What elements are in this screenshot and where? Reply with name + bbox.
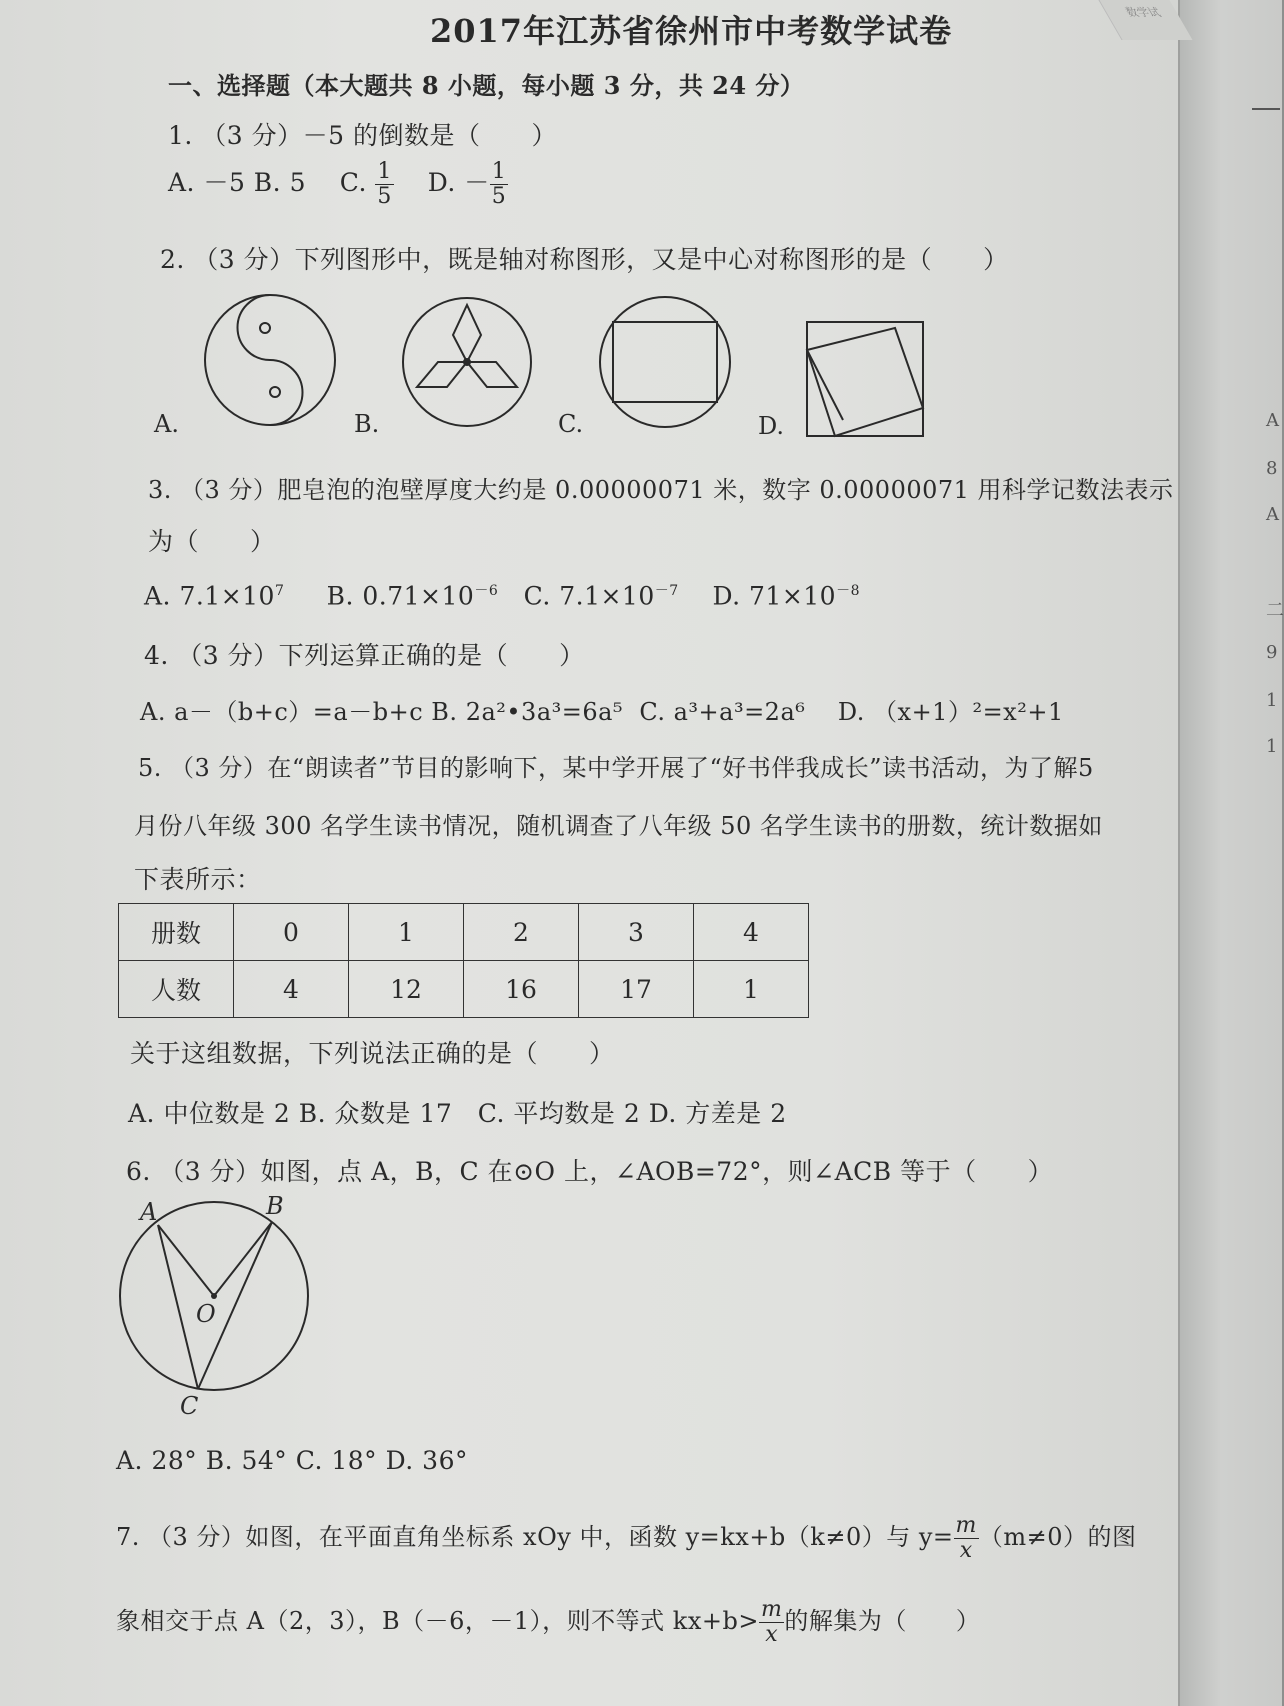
page-title: 2017年江苏省徐州市中考数学试卷 <box>430 12 953 50</box>
q1-fraction-c: $\frac{1}{5}$ <box>377 159 392 210</box>
table-cell: 16 <box>464 961 579 1018</box>
q4-option-c: C. a³+a³=2a⁶ <box>639 698 806 726</box>
table-header-cell: 册数 <box>119 904 234 961</box>
q2-label-d: D. <box>758 412 785 440</box>
q2-label-c: C. <box>558 410 584 438</box>
q7-fraction: $\frac{m}{x}$ <box>955 1513 977 1564</box>
q6-options: A. 28° B. 54° C. 18° D. 36° <box>116 1446 468 1475</box>
q3-option-d: D. 71×10 <box>712 581 837 611</box>
q7-fraction: $\frac{m}{x}$ <box>760 1597 783 1648</box>
taiji-figure <box>205 295 335 425</box>
q7-stem-line1: 7. （3 分）如图，在平面直角坐标系 xOy 中，函数 y=kx+b（k≠0）与 y= $\frac{m}{x}$ （m≠0）的图 <box>116 1513 1137 1564</box>
adjacent-char: 二 <box>1266 600 1284 621</box>
table-row <box>119 961 809 1018</box>
q3-stem-line1: 3. （3 分）肥皂泡的泡壁厚度大约是 0.00000071 米，数字 0.00000071 用科学记数法表示 <box>148 476 1174 504</box>
q6-label-a: A <box>140 1198 158 1226</box>
table-header-cell: 1 <box>349 904 464 961</box>
q3-options: A. $7.1\times 10^7$ B. $0.71\times 10^{-6}$ C. $7.1\times 10^{-7}$ D. $71\times 10^{-8}$ <box>144 581 861 611</box>
adjacent-char: 1 <box>1266 690 1278 711</box>
q5-data-table <box>118 903 809 1018</box>
q1-option-c-label: C. <box>339 168 367 198</box>
q4-stem: 4. （3 分）下列运算正确的是（ ） <box>144 641 585 670</box>
table-cell: 1 <box>694 961 809 1018</box>
adjacent-page <box>1178 0 1282 1706</box>
q5-stem-line2: 月份八年级 300 名学生读书情况，随机调查了八年级 50 名学生读书的册数，统计数据如 <box>134 812 1103 840</box>
q3-option-c: C. 7.1×10 <box>523 581 655 611</box>
section-heading: 一、选择题（本大题共 8 小题，每小题 3 分，共 24 分） <box>168 71 805 100</box>
q2-label-a: A. <box>154 410 179 438</box>
table-cell: 17 <box>579 961 694 1018</box>
q5-followup: 关于这组数据，下列说法正确的是（ ） <box>130 1039 615 1068</box>
q6-label-c: C <box>180 1392 199 1420</box>
q4-option-b: B. 2a²•3a³=6a⁵ <box>431 698 624 726</box>
adjacent-char: 1 <box>1266 736 1278 757</box>
q6-stem: 6. （3 分）如图，点 A，B，C 在⊙O 上，∠AOB=72°，则∠ACB 等于（ ） <box>126 1157 1054 1186</box>
table-cell: 人数 <box>119 961 234 1018</box>
circle-rectangle-figure <box>600 297 730 427</box>
q4-option-d: D. （x+1）²=x²+1 <box>837 698 1064 726</box>
q1-options <box>168 160 508 209</box>
table-header-cell: 2 <box>464 904 579 961</box>
q4-option-a: A. a－（b+c）=a－b+c <box>140 698 424 726</box>
table-header-cell: 0 <box>234 904 349 961</box>
q5-stem-line3: 下表所示： <box>134 865 262 894</box>
q1-option-d-label: D. － <box>427 168 490 198</box>
q1-fraction-d: $\frac{1}{5}$ <box>491 159 507 210</box>
q6-label-b: B <box>266 1192 284 1220</box>
q3-option-b: B. 0.71×10 <box>326 581 475 611</box>
q4-options <box>140 692 1064 727</box>
q1-stem: 1. （3 分）－5 的倒数是（ ） <box>168 121 558 150</box>
table-header-cell: 4 <box>694 904 809 961</box>
adjacent-char: A <box>1266 410 1279 431</box>
q2-stem: 2. （3 分）下列图形中，既是轴对称图形，又是中心对称图形的是（ ） <box>160 245 1009 274</box>
adjacent-char: 8 <box>1266 458 1278 479</box>
table-cell: 4 <box>234 961 349 1018</box>
q6-label-o: O <box>196 1300 216 1328</box>
square-tilted-figure <box>807 322 923 436</box>
q7-stem-line2: 象相交于点 A（2，3），B（－6，－1），则不等式 kx+b> $\frac{m}{x}$ 的解集为（ ） <box>116 1597 981 1648</box>
q2-label-b: B. <box>354 410 380 438</box>
q3-stem-line2: 为（ ） <box>148 527 276 556</box>
folded-corner: 数学试 <box>1098 0 1192 40</box>
adjacent-char: 9 <box>1266 642 1278 663</box>
q1-option-ab: A. －5 B. 5 <box>168 168 306 198</box>
table-header-cell: 3 <box>579 904 694 961</box>
q3-option-a: A. 7.1×10 <box>144 581 275 611</box>
adjacent-char: A <box>1266 504 1279 525</box>
table-cell: 12 <box>349 961 464 1018</box>
three-rhombus-figure <box>403 298 531 426</box>
q5-stem-line1: 5. （3 分）在“朗读者”节目的影响下，某中学开展了“好书伴我成长”读书活动，为了解5 <box>138 754 1094 782</box>
adjacent-page-rule <box>1252 108 1280 110</box>
q5-options: A. 中位数是 2 B. 众数是 17 C. 平均数是 2 D. 方差是 2 <box>128 1099 787 1128</box>
table-row <box>119 904 809 961</box>
